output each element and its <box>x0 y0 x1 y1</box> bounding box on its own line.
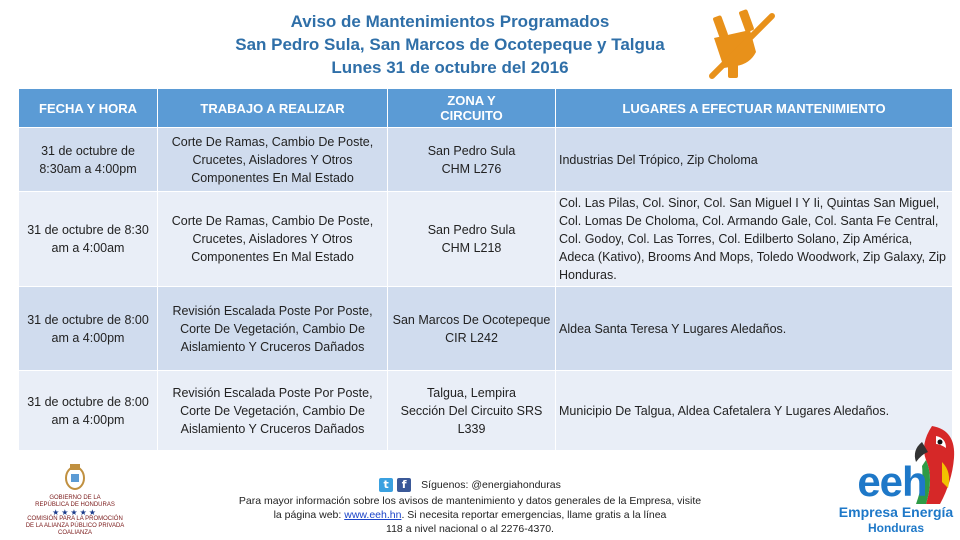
row-zone-name: San Marcos De Ocotepeque <box>392 312 551 327</box>
row-date: 31 de octubre de 8:00 am a 4:00pm <box>19 287 158 371</box>
row-zone <box>388 128 556 192</box>
eeh-subtitle: Empresa Energía <box>838 504 954 520</box>
info-line2-suffix: . Si necesita reportar emergencias, llame gratis a la línea <box>401 509 667 521</box>
info-line2-prefix: la página web: <box>273 509 342 521</box>
eeh-wordmark: eeh <box>857 458 927 505</box>
gov-line3: COMISIÓN PARA LA PROMOCIÓN <box>27 516 123 522</box>
eeh-logo <box>832 420 960 540</box>
header-zone <box>388 89 556 128</box>
eeh-country: Honduras <box>867 521 924 535</box>
gov-line4: DE LA ALIANZA PÚBLICO PRIVADA <box>25 523 125 529</box>
gov-line2: REPÚBLICA DE HONDURAS <box>35 502 115 508</box>
row-date: 31 de octubre de 8:30 am a 4:00am <box>19 192 158 287</box>
gov-line1: GOBIERNO DE LA <box>49 495 101 501</box>
gov-line5: COALIANZA <box>57 530 92 536</box>
info-line2 <box>210 508 730 522</box>
row-places: Col. Las Pilas, Col. Sinor, Col. San Miguel I Y Ii, Quintas San Miguel, Col. Lomas De Choloma, Col. Armando Gale, Col. Santa Fe Central, Col. Godoy, Col. Las Torres, Col. Edilberto Solano, Zip América, Adeca (Kativo), Brooms And Mops, Toledo Woodwork, Zip Galaxy, Zip Honduras. <box>556 192 953 287</box>
coalianza-logo <box>20 462 130 537</box>
row-zone-name: San Pedro Sula <box>427 223 516 237</box>
row-work: Revisión Escalada Poste Por Poste, Corte De Vegetación, Cambio De Aislamiento Y Cruceros Dañados <box>158 287 388 371</box>
maintenance-table <box>18 88 953 451</box>
row-zone-circuit: Sección Del Circuito SRS L339 <box>400 403 543 436</box>
row-zone-circuit: CHM L218 <box>441 241 502 255</box>
unplugged-icon <box>706 8 778 80</box>
row-zone-name: Talgua, Lempira <box>427 385 516 400</box>
header-zone-line2: CIRCUITO <box>440 108 503 123</box>
row-zone <box>388 192 556 287</box>
website-link[interactable]: www.eeh.hn <box>344 509 402 521</box>
header-zone-line1: ZONA Y <box>447 93 496 108</box>
coat-of-arms-icon <box>61 462 89 492</box>
footer-info <box>210 478 730 536</box>
header-date: FECHA Y HORA <box>19 89 158 128</box>
row-zone <box>388 287 556 371</box>
notice-date: Lunes 31 de octubre del 2016 <box>331 58 569 77</box>
twitter-icon[interactable]: t <box>379 478 393 492</box>
row-places: Aldea Santa Teresa Y Lugares Aledaños. <box>556 287 953 371</box>
header-work: TRABAJO A REALIZAR <box>158 89 388 128</box>
info-line1: Para mayor información sobre los avisos de mantenimiento y datos generales de la Empresa, visite <box>238 495 702 507</box>
social-handle: Síguenos: @energiahonduras <box>421 479 561 491</box>
row-work: Corte De Ramas, Cambio De Poste, Crucetes, Aisladores Y Otros Componentes En Mal Estado <box>158 128 388 192</box>
table-row <box>19 192 953 287</box>
row-date: 31 de octubre de 8:00 am a 4:00pm <box>19 371 158 451</box>
row-date: 31 de octubre de 8:30am a 4:00pm <box>19 128 158 192</box>
facebook-icon[interactable]: f <box>397 478 411 492</box>
row-zone-circuit: CIR L242 <box>445 330 498 345</box>
row-places: Industrias Del Trópico, Zip Choloma <box>556 128 953 192</box>
header-places: LUGARES A EFECTUAR MANTENIMIENTO <box>556 89 953 128</box>
row-zone <box>388 371 556 451</box>
notice-title: Aviso de Mantenimientos Programados <box>290 12 610 31</box>
row-work: Corte De Ramas, Cambio De Poste, Crucetes, Aisladores Y Otros Componentes En Mal Estado <box>158 192 388 287</box>
table-row <box>19 128 953 192</box>
notice-cities: San Pedro Sula, San Marcos de Ocotepeque y Talgua <box>235 35 665 54</box>
row-zone-name: San Pedro Sula <box>427 143 516 158</box>
row-zone-circuit: CHM L276 <box>441 161 502 176</box>
info-line3: 118 a nivel nacional o al 2276-4370. <box>386 523 554 535</box>
table-row <box>19 371 953 451</box>
stars-row: ★★★★★ <box>52 508 98 517</box>
table-header-row <box>19 89 953 128</box>
row-places: Municipio De Talgua, Aldea Cafetalera Y Lugares Aledaños. <box>556 371 953 451</box>
social-row <box>210 478 730 492</box>
row-work: Revisión Escalada Poste Por Poste, Corte De Vegetación, Cambio De Aislamiento Y Cruceros Dañados <box>158 371 388 451</box>
table-row <box>19 287 953 371</box>
